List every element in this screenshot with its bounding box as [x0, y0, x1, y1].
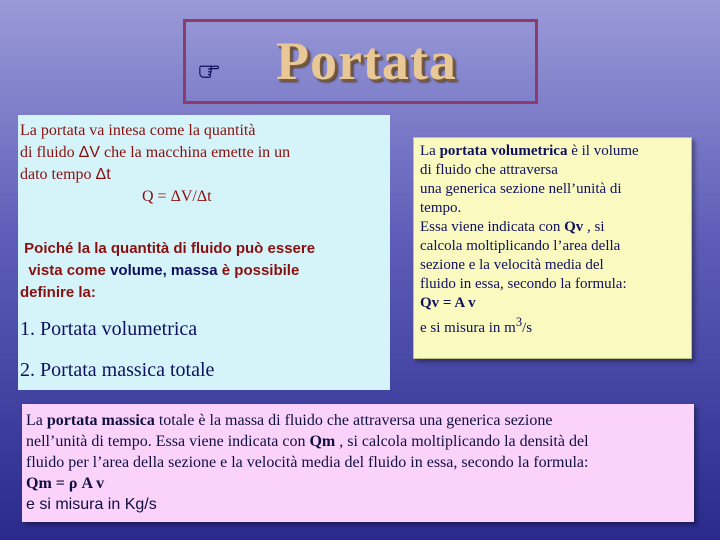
mass-formula: Qm = ρ A v [26, 475, 105, 492]
mass-unit: e si misura in Kg/s [26, 496, 157, 513]
mass-flow-box: La portata massica totale è la massa di fluido che attraversa una generica sezione nell’unità di tempo. Essa viene indicata con Qm , si calcola moltiplicando la densità del fluido per l’area della sezione e la velocità media del fluido in essa, secondo la formula: Qm = ρ A v e si misura in Kg/s [22, 404, 694, 522]
definition-box [18, 115, 390, 390]
flow-formula: Q = ΔV/Δt [142, 188, 212, 205]
volumetric-formula: Qv = A v [420, 295, 476, 311]
volumetric-flow-box: La portata volumetrica è il volume di fluido che attraversa una generica sezione nell’unità di tempo. Essa viene indicata con Qv , si calcola moltiplicando l’area della sezione e la velocità media del fluido in essa, secondo la formula: Qv = A v e si misura in $m^3/s$ [413, 137, 692, 359]
page-title: Portata [276, 31, 457, 91]
title-box [183, 19, 538, 104]
note-text: Poiché la la quantità di fluido può essere vista come volume, massa è possibile definire la: [20, 240, 316, 301]
pointing-hand-icon [198, 58, 220, 80]
list-item: 2. Portata massica totale [20, 359, 215, 381]
flow-type-list [20, 318, 388, 381]
intro-text: La portata va intesa come la quantità di fluido ΔV che la macchina emette in un dato tempo Δt [20, 122, 291, 183]
list-item: 1. Portata volumetrica [20, 318, 198, 340]
